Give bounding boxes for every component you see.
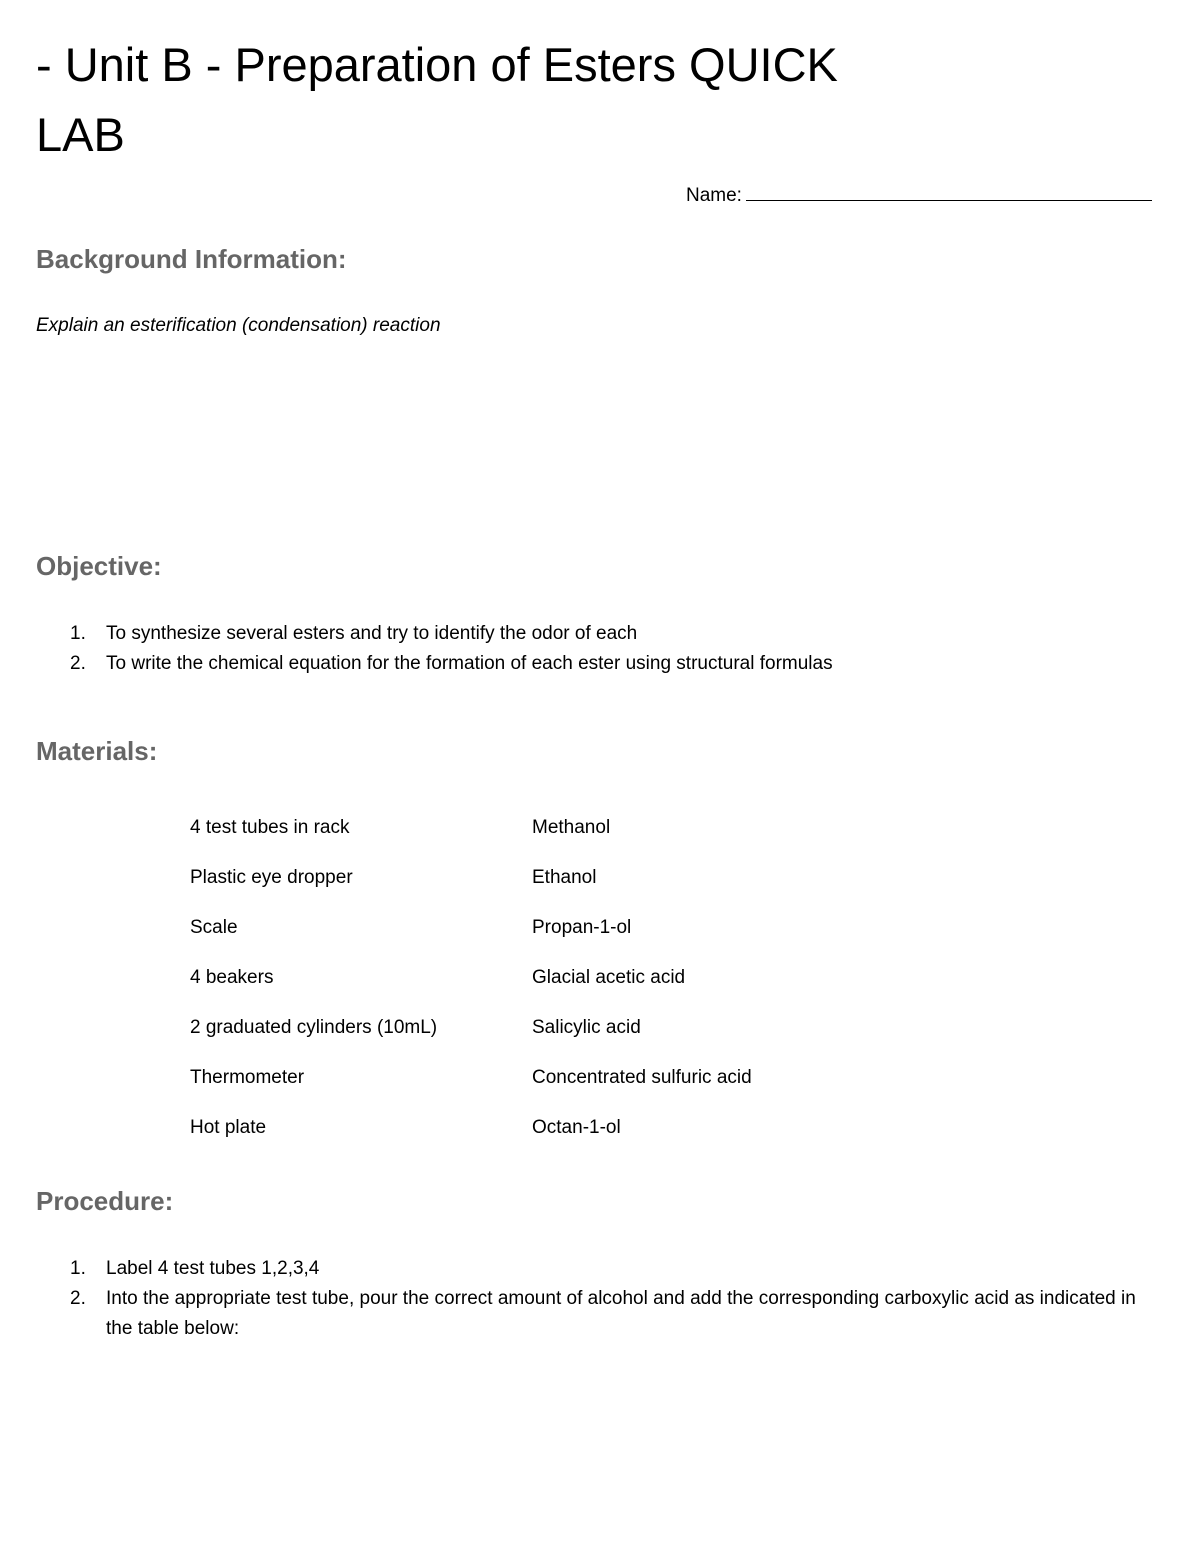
materials-row <box>190 863 890 913</box>
materials-list <box>190 813 890 1163</box>
background-heading: Background Information: <box>36 244 347 274</box>
materials-row <box>190 1063 890 1113</box>
materials-row <box>190 913 890 963</box>
procedure-list <box>36 1254 1166 1344</box>
list-item <box>36 619 1166 649</box>
material-equipment: Hot plate <box>190 1117 267 1138</box>
list-text: Into the appropriate test tube, pour the correct amount of alcohol and add the corresponding carboxylic acid as indicated in the table below: <box>106 1288 1136 1339</box>
objective-heading: Objective: <box>36 551 162 581</box>
materials-row <box>190 813 890 863</box>
list-item <box>36 1284 1166 1344</box>
procedure-heading: Procedure: <box>36 1186 174 1216</box>
background-prompt: Explain an esterification (condensation) reaction <box>36 315 441 336</box>
name-field <box>686 183 1152 209</box>
name-blank-line <box>746 183 1152 201</box>
material-equipment: 4 beakers <box>190 967 274 988</box>
list-number: 1. <box>70 1258 86 1279</box>
material-equipment: 4 test tubes in rack <box>190 817 350 838</box>
list-item <box>36 649 1166 679</box>
list-item <box>36 1254 1166 1284</box>
material-chemical: Ethanol <box>532 867 597 888</box>
materials-row <box>190 1013 890 1063</box>
material-equipment: Scale <box>190 917 238 938</box>
list-number: 1. <box>70 623 86 644</box>
document-title: - Unit B - Preparation of Esters QUICK LAB <box>36 38 838 161</box>
list-text: Label 4 test tubes 1,2,3,4 <box>106 1258 320 1279</box>
material-chemical: Concentrated sulfuric acid <box>532 1067 752 1088</box>
list-number: 2. <box>70 653 86 674</box>
material-equipment: 2 graduated cylinders (10mL) <box>190 1017 438 1038</box>
material-chemical: Octan-1-ol <box>532 1117 621 1138</box>
materials-row <box>190 963 890 1013</box>
material-chemical: Methanol <box>532 817 611 838</box>
material-chemical: Glacial acetic acid <box>532 967 686 988</box>
material-chemical: Propan-1-ol <box>532 917 632 938</box>
name-label: Name: <box>686 185 742 206</box>
material-equipment: Plastic eye dropper <box>190 867 353 888</box>
objective-list <box>36 619 1166 679</box>
material-equipment: Thermometer <box>190 1067 305 1088</box>
list-number: 2. <box>70 1288 86 1309</box>
materials-row <box>190 1113 890 1163</box>
list-text: To write the chemical equation for the formation of each ester using structural formulas <box>106 653 833 674</box>
list-text: To synthesize several esters and try to identify the odor of each <box>106 623 638 644</box>
material-chemical: Salicylic acid <box>532 1017 641 1038</box>
materials-heading: Materials: <box>36 736 158 766</box>
